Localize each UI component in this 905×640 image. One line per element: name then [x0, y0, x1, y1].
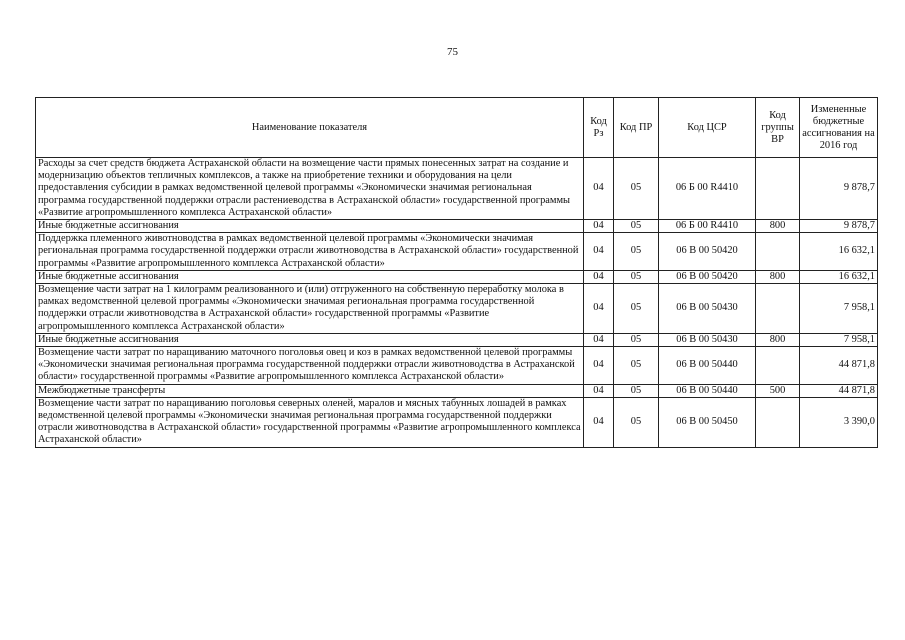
- table-row: [36, 333, 878, 346]
- row-rz: 04: [584, 347, 614, 385]
- header-rz: Код Рз: [584, 98, 614, 158]
- row-vr: 800: [756, 333, 800, 346]
- table-row: [36, 397, 878, 447]
- table-row: [36, 347, 878, 385]
- row-vr: [756, 397, 800, 447]
- header-sum: Измененные бюджетные ассигнования на 2016 год: [800, 98, 878, 158]
- row-name: Возмещение части затрат на 1 килограмм реализованного и (или) отгруженного на собственную переработку молока в рамках ведомственной целевой программы «Экономически значимая региональная программа государственной поддержки отрасли животноводства в Астраханской области» государственной программы «Развитие агропромышленного комплекса Астраханской области»: [36, 284, 584, 334]
- table-row: [36, 384, 878, 397]
- row-sum: 44 871,8: [800, 384, 878, 397]
- row-name: Расходы за счет средств бюджета Астраханской области на возмещение части прямых понесенных затрат на создание и модернизацию объектов тепличных комплексов, а также на приобретение техники и оборудования на цели предоставления субсидии в рамках ведомственной целевой программы «Экономически значимая региональная программа государственной поддержки отрасли растениеводства в Астраханской области» государственной программы «Развитие агропромышленного комплекса Астраханской области»: [36, 158, 584, 220]
- row-name: Возмещение части затрат по наращиванию поголовья северных оленей, маралов и мясных табунных лошадей в рамках ведомственной целевой программы «Экономически значимая региональная программа государственной поддержки отрасли животноводства в Астраханской области» государственной программы «Развитие агропромышленного комплекса Астраханской области»: [36, 397, 584, 447]
- row-rz: 04: [584, 270, 614, 283]
- row-sum: 9 878,7: [800, 158, 878, 220]
- row-vr: [756, 284, 800, 334]
- row-rz: 04: [584, 158, 614, 220]
- header-vr: Код группы ВР: [756, 98, 800, 158]
- row-sum: 9 878,7: [800, 220, 878, 233]
- row-csr: 06 Б 00 R4410: [659, 158, 756, 220]
- row-name: Межбюджетные трансферты: [36, 384, 584, 397]
- row-csr: 06 В 00 50440: [659, 347, 756, 385]
- row-pr: 05: [614, 233, 659, 271]
- page-number: 75: [447, 46, 458, 58]
- header-name: Наименование показателя: [36, 98, 584, 158]
- table-row: [36, 158, 878, 220]
- row-rz: 04: [584, 384, 614, 397]
- row-pr: 05: [614, 384, 659, 397]
- row-rz: 04: [584, 233, 614, 271]
- row-rz: 04: [584, 397, 614, 447]
- row-vr: [756, 347, 800, 385]
- row-sum: 16 632,1: [800, 233, 878, 271]
- row-csr: 06 В 00 50430: [659, 333, 756, 346]
- row-csr: 06 В 00 50420: [659, 270, 756, 283]
- table-row: [36, 284, 878, 334]
- row-pr: 05: [614, 347, 659, 385]
- row-vr: 500: [756, 384, 800, 397]
- row-name: Поддержка племенного животноводства в рамках ведомственной целевой программы «Экономически значимая региональная программа государственной поддержки отрасли животноводства в Астраханской области» государственной программы «Развитие агропромышленного комплекса Астраханской области»: [36, 233, 584, 271]
- row-pr: 05: [614, 397, 659, 447]
- row-sum: 16 632,1: [800, 270, 878, 283]
- row-name: Иные бюджетные ассигнования: [36, 220, 584, 233]
- row-sum: 7 958,1: [800, 333, 878, 346]
- row-rz: 04: [584, 284, 614, 334]
- table-row: [36, 220, 878, 233]
- row-pr: 05: [614, 158, 659, 220]
- row-rz: 04: [584, 333, 614, 346]
- row-name: Иные бюджетные ассигнования: [36, 333, 584, 346]
- row-vr: 800: [756, 270, 800, 283]
- row-sum: 7 958,1: [800, 284, 878, 334]
- header-pr: Код ПР: [614, 98, 659, 158]
- row-csr: 06 Б 00 R4410: [659, 220, 756, 233]
- table-row: [36, 270, 878, 283]
- row-pr: 05: [614, 220, 659, 233]
- row-csr: 06 В 00 50420: [659, 233, 756, 271]
- row-vr: 800: [756, 220, 800, 233]
- budget-table: [35, 97, 878, 448]
- row-vr: [756, 158, 800, 220]
- table-header-row: [36, 98, 878, 158]
- row-vr: [756, 233, 800, 271]
- row-pr: 05: [614, 270, 659, 283]
- row-rz: 04: [584, 220, 614, 233]
- row-pr: 05: [614, 333, 659, 346]
- row-name: Иные бюджетные ассигнования: [36, 270, 584, 283]
- row-sum: 3 390,0: [800, 397, 878, 447]
- table-row: [36, 233, 878, 271]
- row-csr: 06 В 00 50430: [659, 284, 756, 334]
- row-csr: 06 В 00 50440: [659, 384, 756, 397]
- row-sum: 44 871,8: [800, 347, 878, 385]
- row-name: Возмещение части затрат по наращиванию маточного поголовья овец и коз в рамках ведомственной целевой программы «Экономически значимая региональная программа государственной поддержки отрасли животноводства в Астраханской области» государственной программы «Развитие агропромышленного комплекса Астраханской области»: [36, 347, 584, 385]
- row-pr: 05: [614, 284, 659, 334]
- row-csr: 06 В 00 50450: [659, 397, 756, 447]
- header-csr: Код ЦСР: [659, 98, 756, 158]
